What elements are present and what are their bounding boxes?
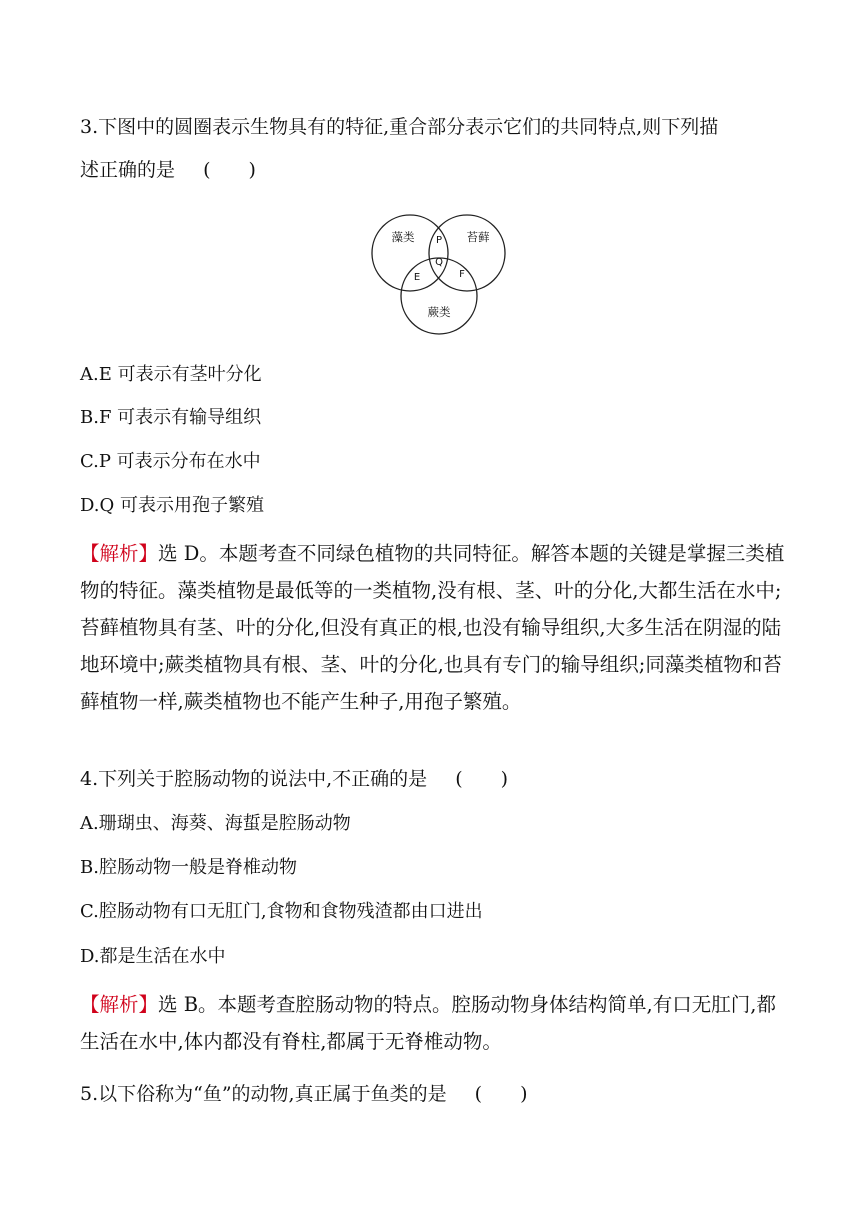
q3-option-b: B.F 可表示有输导组织 [80,407,262,428]
q4-analysis-text: 选 B。本题考查腔肠动物的特点。腔肠动物身体结构简单,有口无肛门,都生活在水中,体内都没有脊柱,都属于无脊椎动物。 [80,993,776,1053]
q4-option-a: A.珊瑚虫、海葵、海蜇是腔肠动物 [80,813,351,834]
venn-region-f: F [459,269,465,280]
q5-stem-text: 5.以下俗称为“鱼”的动物,真正属于鱼类的是 [80,1083,447,1105]
venn-circle-fern [401,258,477,334]
q4-stem [80,766,508,792]
venn-region-q: Q [435,257,443,268]
q3-answer-paren: ( ) [203,159,256,181]
q3-analysis-text: 选 D。本题考查不同绿色植物的共同特征。解答本题的关键是掌握三类植物的特征。藻类植物是最低等的一类植物,没有根、茎、叶的分化,大都生活在水中;苔藓植物具有茎、叶的分化,但没有真正的根,也没有输导组织,大多生活在阴湿的陆地环境中;蕨类植物具有根、茎、叶的分化,也具有专门的输导组织;同藻类植物和苔藓植物一样,蕨类植物也不能产生种子,用孢子繁殖。 [80,542,785,713]
q3-analysis [80,535,790,720]
q4-option-d: D.都是生活在水中 [80,946,226,967]
q4-stem-text: 4.下列关于腔肠动物的说法中,不正确的是 [80,768,428,790]
q3-option-c: C.P 可表示分布在水中 [80,451,261,472]
venn-region-p: P [435,235,443,246]
q4-answer-paren: ( ) [455,768,509,790]
q4-option-b: B.腔肠动物一般是脊椎动物 [80,857,297,878]
q3-analysis-tag: 【解析】 [80,542,159,565]
q4-analysis-tag: 【解析】 [80,993,159,1016]
venn-circle-algae [372,215,448,291]
q3-stem-line2 [80,157,256,183]
venn-label-fern: 蕨类 [427,305,451,319]
q3-option-a: A.E 可表示有茎叶分化 [80,364,262,385]
q4-option-c: C.腔肠动物有口无肛门,食物和食物残渣都由口进出 [80,901,483,922]
q5-stem [80,1081,527,1107]
venn-label-algae: 藻类 [391,230,415,244]
venn-label-moss: 苔藓 [466,230,490,244]
q3-option-d: D.Q 可表示用孢子繁殖 [80,495,264,516]
q4-analysis [80,986,790,1060]
q3-stem-line1: 3.下图中的圆圈表示生物具有的特征,重合部分表示它们的共同特点,则下列描 [80,116,719,138]
q5-answer-paren: ( ) [474,1083,528,1105]
venn-region-e: E [413,272,421,283]
q3-stem-text: 述正确的是 [80,159,176,181]
venn-circle-moss [429,215,505,291]
venn-diagram [370,207,510,337]
